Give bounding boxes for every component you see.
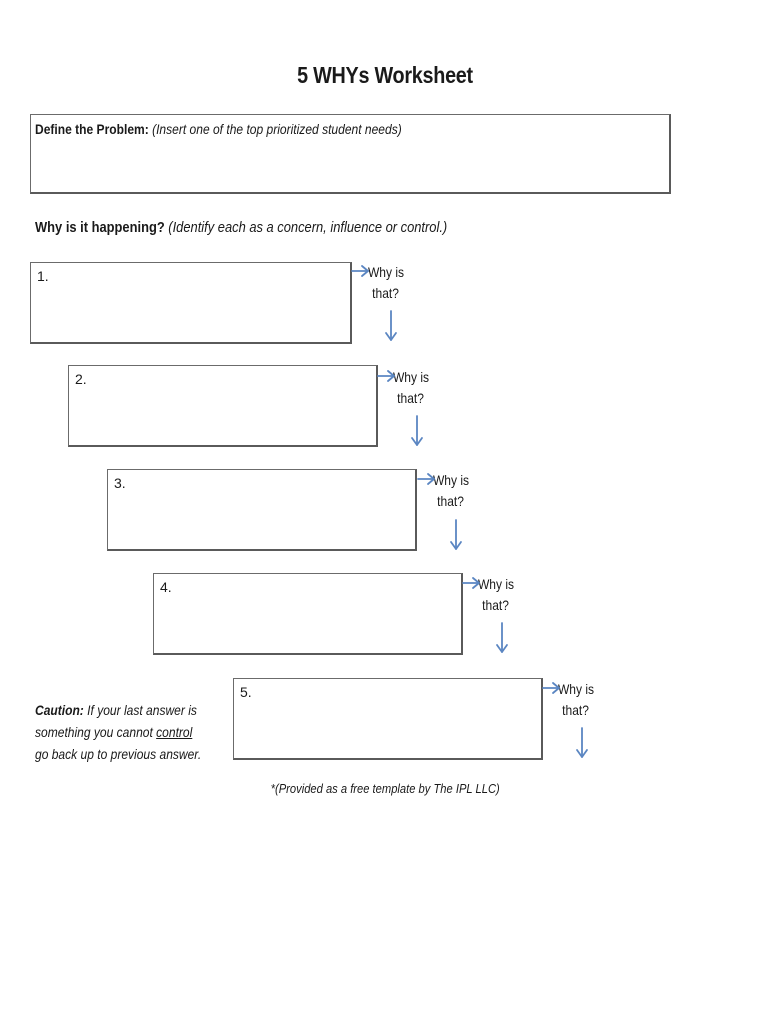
why-label-1 xyxy=(356,262,416,304)
problem-box[interactable] xyxy=(30,114,671,194)
why-heading xyxy=(35,219,447,236)
answer-number-3: 3. xyxy=(114,475,126,491)
why-heading-hint: (Identify each as a concern, influence or control.) xyxy=(164,219,448,236)
why-line2-3: that? xyxy=(437,493,465,509)
answer-box-1[interactable] xyxy=(30,262,352,344)
down-arrow-icon-3 xyxy=(451,520,461,549)
answer-number-2: 2. xyxy=(75,371,87,387)
answer-box-5[interactable] xyxy=(233,678,543,760)
caution-note xyxy=(35,699,228,765)
down-arrow-icon-5 xyxy=(577,728,587,757)
why-label-2 xyxy=(381,367,441,409)
caution-line-2 xyxy=(35,721,192,743)
page-title: 5 WHYs Worksheet xyxy=(297,62,473,88)
down-arrow-icon-2 xyxy=(412,416,422,445)
why-label-4 xyxy=(466,574,526,616)
why-line1-2: Why is xyxy=(392,369,430,385)
why-label-3 xyxy=(421,470,481,512)
problem-label-bold: Define the Problem: xyxy=(35,121,149,137)
problem-hint: (Insert one of the top prioritized student needs) xyxy=(148,121,402,137)
footer-note xyxy=(0,781,770,796)
down-arrow-icon-4 xyxy=(497,623,507,652)
footer-text: *(Provided as a free template by The IPL LLC) xyxy=(270,781,500,796)
answer-number-4: 4. xyxy=(160,579,172,595)
why-line2-4: that? xyxy=(482,597,510,613)
why-line1-5: Why is xyxy=(557,681,595,697)
why-line2-5: that? xyxy=(562,702,590,718)
why-line1-3: Why is xyxy=(432,472,470,488)
caution-text-1: If your last answer is xyxy=(83,702,197,718)
caution-line-1 xyxy=(35,699,197,721)
answer-box-2[interactable] xyxy=(68,365,378,447)
problem-label xyxy=(35,121,402,137)
why-label-5 xyxy=(546,679,606,721)
caution-line-3: go back up to previous answer. xyxy=(35,746,202,762)
why-line1-4: Why is xyxy=(477,576,515,592)
answer-number-5: 5. xyxy=(240,684,252,700)
answer-number-1: 1. xyxy=(37,268,49,284)
answer-box-3[interactable] xyxy=(107,469,417,551)
why-heading-bold: Why is it happening? xyxy=(35,219,165,236)
caution-text-2b: control xyxy=(156,724,193,740)
why-line2-1: that? xyxy=(372,285,400,301)
caution-text-2a: something you cannot xyxy=(35,724,157,740)
why-line2-2: that? xyxy=(397,390,425,406)
caution-label: Caution: xyxy=(35,702,84,718)
answer-box-4[interactable] xyxy=(153,573,463,655)
down-arrow-icon-1 xyxy=(386,311,396,340)
why-line1-1: Why is xyxy=(367,264,405,280)
